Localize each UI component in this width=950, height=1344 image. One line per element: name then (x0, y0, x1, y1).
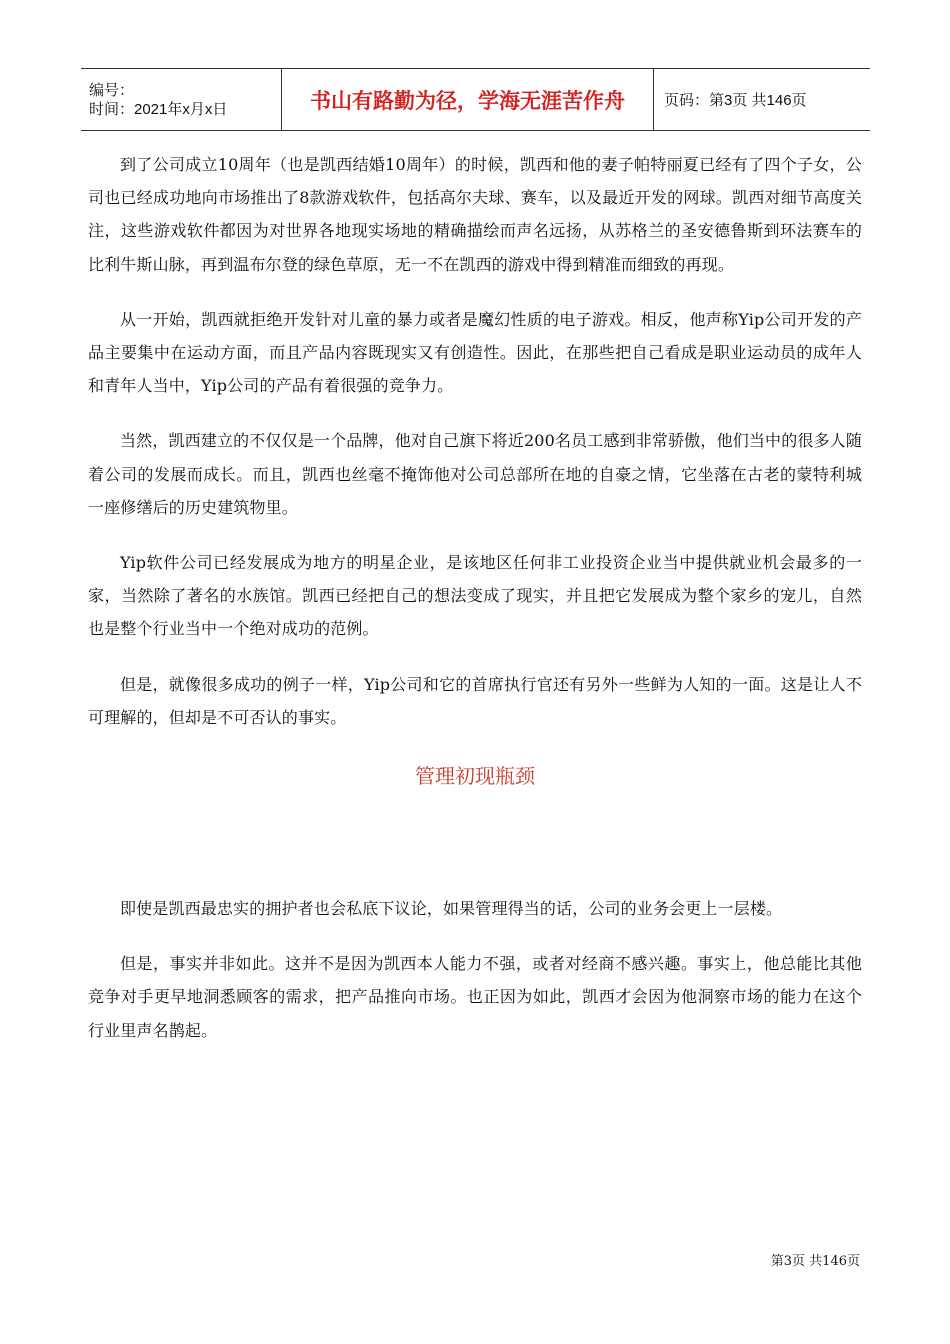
paragraph: 当然，凯西建立的不仅仅是一个品牌，他对自己旗下将近200名员工感到非常骄傲，他们当中的很多人随着公司的发展而成长。而且，凯西也丝毫不掩饰他对公司总部所在地的自豪之情，它坐落在古老的蒙特利城一座修缮后的历史建筑物里。 (88, 431, 862, 517)
header-motto (282, 69, 654, 130)
page-header (81, 68, 870, 131)
paragraph: 但是，就像很多成功的例子一样，Yip公司和它的首席执行官还有另外一些鲜为人知的一面。这是让人不可理解的，但却是不可否认的事实。 (88, 674, 862, 727)
section-title: 管理初现瓶颈 (415, 764, 535, 789)
page-info-text: 页码：第3页 共146页 (664, 92, 807, 109)
document-body (88, 148, 862, 1069)
paragraph: 即使是凯西最忠实的拥护者也会私底下议论，如果管理得当的话，公司的业务会更上一层楼。 (120, 899, 783, 919)
motto-text: 书山有路勤为径，学海无涯苦作舟 (310, 88, 625, 113)
paragraph: 从一开始，凯西就拒绝开发针对儿童的暴力或者是魔幻性质的电子游戏。相反，他声称Yip公司开发的产品主要集中在运动方面，而且产品内容既现实又有创造性。因此，在那些把自己看成是职业运动员的成年人和青年人当中，Yip公司的产品有着很强的竞争力。 (88, 309, 862, 396)
paragraph: 到了公司成立10周年（也是凯西结婚10周年）的时候，凯西和他的妻子帕特丽夏已经有了四个子女，公司也已经成功地向市场推出了8款游戏软件，包括高尔夫球、赛车，以及最近开发的网球。凯西对细节高度关注，这些游戏软件都因为对世界各地现实场地的精确描绘而声名远扬，从苏格兰的圣安德鲁斯到环法赛车的比利牛斯山脉，再到温布尔登的绿色草原，无一不在凯西的游戏中得到精准而细致的再现。 (88, 155, 862, 274)
section-spacer (88, 796, 862, 892)
document-date: 时间：2021年x月x日 (89, 100, 228, 118)
header-meta (81, 69, 282, 130)
page-footer: 第3页 共146页 (770, 1254, 860, 1269)
paragraph: 但是，事实并非如此。这并不是因为凯西本人能力不强，或者对经商不感兴趣。事实上，他总能比其他竞争对手更早地洞悉顾客的需求，把产品推向市场。也正因为如此，凯西才会因为他洞察市场的能力在这个行业里声名鹊起。 (88, 954, 862, 1040)
header-page-info (654, 69, 870, 130)
document-number-label: 编号： (89, 81, 135, 99)
paragraph: Yip软件公司已经发展成为地方的明星企业，是该地区任何非工业投资企业当中提供就业机会最多的一家，当然除了著名的水族馆。凯西已经把自己的想法变成了现实，并且把它发展成为整个家乡的宠儿，自然也是整个行业当中一个绝对成功的范例。 (88, 553, 862, 639)
